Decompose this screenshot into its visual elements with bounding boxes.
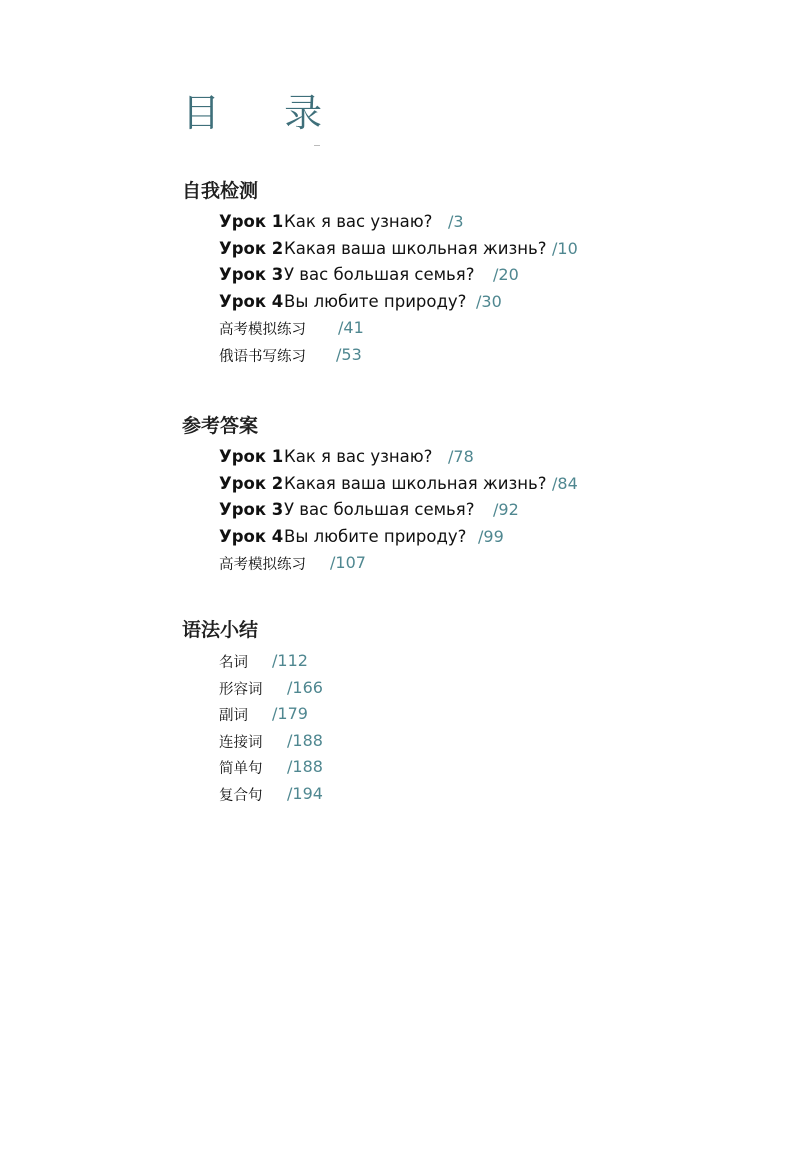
toc-entry[interactable] xyxy=(182,291,502,319)
toc-entry[interactable] xyxy=(182,783,323,811)
entry-title: Вы любите природу? xyxy=(284,291,467,311)
entry-title: 副词 xyxy=(219,708,248,724)
lesson-number: Урок 1 xyxy=(219,447,284,466)
entry-title: 形容词 xyxy=(219,681,263,698)
entry-title: У вас большая семья? xyxy=(284,265,475,284)
toc-section-self-check xyxy=(182,176,578,371)
entry-title: У вас большая семья? xyxy=(284,500,475,519)
lesson-number: Урок 2 xyxy=(219,473,284,493)
toc-section-answers xyxy=(182,411,578,580)
page-number: /179 xyxy=(272,704,308,723)
entry-title: 高考模拟练习 xyxy=(219,322,306,338)
toc-entry[interactable] xyxy=(182,473,578,501)
toc-entry[interactable] xyxy=(182,526,504,554)
entry-title: Какая ваша школьная жизнь? xyxy=(284,238,547,258)
page-number: /112 xyxy=(272,651,308,670)
page-number: /3 xyxy=(448,212,464,231)
page-number: /84 xyxy=(552,473,578,493)
page-number: /78 xyxy=(448,447,474,466)
toc-entry[interactable] xyxy=(182,704,308,731)
page-number: /53 xyxy=(336,344,362,364)
page-number: /20 xyxy=(493,265,519,284)
page-number: /30 xyxy=(476,291,502,311)
toc-entry[interactable] xyxy=(182,318,364,345)
page-number: /99 xyxy=(478,526,504,546)
lesson-number: Урок 3 xyxy=(219,500,284,519)
toc-entry[interactable] xyxy=(182,757,323,784)
lesson-number: Урок 2 xyxy=(219,238,284,258)
page-number: /92 xyxy=(493,500,519,519)
toc-entry[interactable] xyxy=(182,238,578,266)
toc-entry[interactable] xyxy=(182,447,474,474)
entry-title: 复合句 xyxy=(219,787,263,804)
entry-title: 俄语书写练习 xyxy=(219,348,306,365)
toc-section-grammar xyxy=(182,615,323,810)
toc-entry[interactable] xyxy=(182,677,323,705)
toc-entry[interactable] xyxy=(182,344,362,372)
toc-entry[interactable] xyxy=(182,265,519,292)
toc-entry[interactable] xyxy=(182,500,519,527)
entry-title: 名词 xyxy=(219,655,248,671)
toc-entry[interactable] xyxy=(182,730,323,758)
page-number: /107 xyxy=(330,553,366,572)
entry-title: Какая ваша школьная жизнь? xyxy=(284,473,547,493)
entry-title: 高考模拟练习 xyxy=(219,557,306,573)
entry-title: 连接词 xyxy=(219,734,263,751)
page-number: /41 xyxy=(338,318,364,337)
lesson-number: Урок 4 xyxy=(219,291,284,311)
entry-title: Как я вас узнаю? xyxy=(284,447,433,466)
page-number: /188 xyxy=(287,730,323,750)
page-title: 目 录 xyxy=(182,91,349,135)
page-number: /166 xyxy=(287,677,323,697)
entry-title: Как я вас узнаю? xyxy=(284,212,433,231)
toc-entry[interactable] xyxy=(182,212,464,239)
toc-entry[interactable] xyxy=(182,553,366,580)
lesson-number: Урок 3 xyxy=(219,265,284,284)
section-title: 自我检测 xyxy=(182,180,259,202)
lesson-number: Урок 1 xyxy=(219,212,284,231)
scan-mark xyxy=(314,145,320,146)
entry-title: 简单句 xyxy=(219,761,263,777)
lesson-number: Урок 4 xyxy=(219,526,284,546)
section-title: 语法小结 xyxy=(182,619,259,641)
section-title: 参考答案 xyxy=(182,415,259,437)
page-number: /188 xyxy=(287,757,323,776)
entry-title: Вы любите природу? xyxy=(284,526,467,546)
page-number: /194 xyxy=(287,783,323,803)
page-number: /10 xyxy=(552,238,578,258)
toc-entry[interactable] xyxy=(182,651,308,678)
